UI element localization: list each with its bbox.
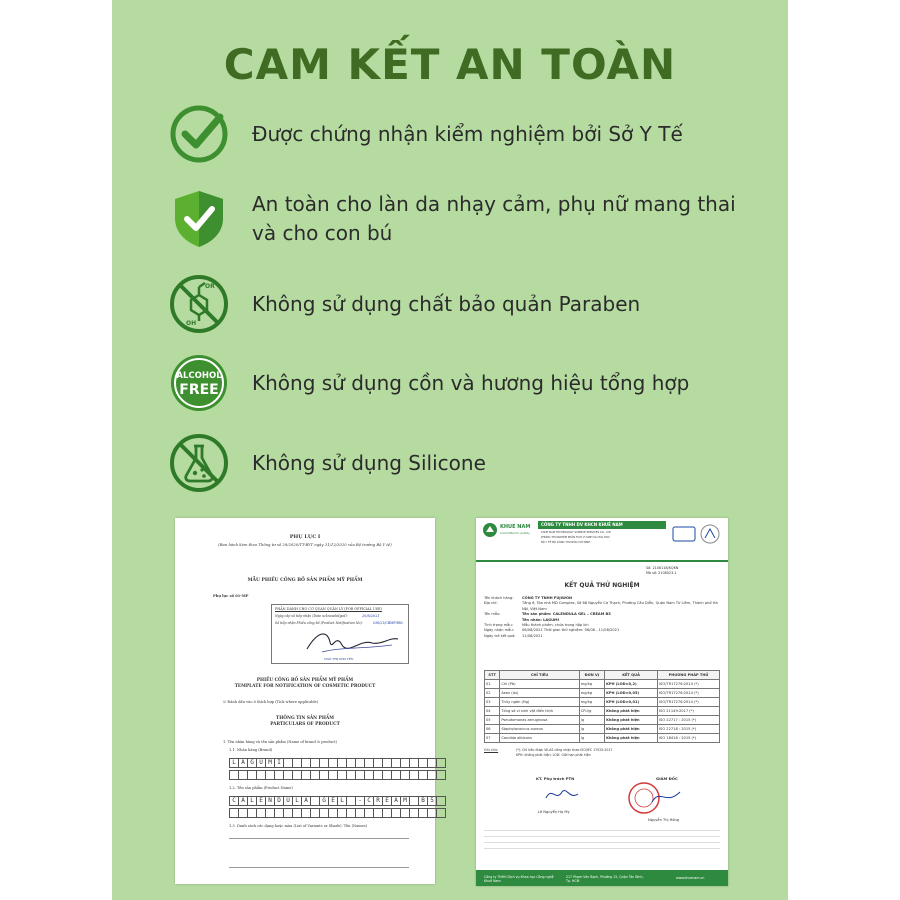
product-letter: E xyxy=(382,796,392,806)
brand-grid xyxy=(229,758,445,768)
item-1-1: 1.1. Nhãn hàng (Brand) xyxy=(229,748,273,752)
product-letter: M xyxy=(400,796,410,806)
info-value: Tên sản phẩm: CALENDULA GEL – CREAM B5 xyxy=(522,612,611,617)
feature-no-silicone xyxy=(168,432,768,494)
icon-label-free: FREE xyxy=(179,382,219,398)
info-label: Ngày trả kết quả: xyxy=(484,633,516,638)
table-cell: Candida albicans xyxy=(500,734,579,743)
check-circle-icon xyxy=(168,103,230,165)
table-row xyxy=(485,734,720,743)
table-cell: /g xyxy=(579,725,604,734)
client-info xyxy=(484,596,720,639)
checkbox-label-text: Đánh dấu vào ô thích hợp (Tick where applicable) xyxy=(227,700,319,704)
product-letter: 5 xyxy=(427,796,437,806)
official-use-box xyxy=(271,604,409,664)
fine-print xyxy=(484,824,720,860)
table-cell: 02 xyxy=(485,689,500,698)
feature-text: Không sử dụng Silicone xyxy=(252,450,486,475)
product-letter: A xyxy=(238,796,248,806)
page-title: CAM KẾT AN TOÀN xyxy=(223,40,677,89)
feature-text: Được chứng nhận kiểm nghiệm bởi Sở Y Tế xyxy=(252,121,683,146)
table-cell: Không phát hiện xyxy=(605,716,658,725)
info-label: Ngày nhận mẫu: xyxy=(484,628,514,633)
company-name-en: KHUE NAM TECHNOLOGY SCIENCE SERVICES CO., LTD xyxy=(541,531,611,534)
product-letter: G xyxy=(319,796,329,806)
feature-text: Không sử dụng chất bảo quản Paraben xyxy=(252,291,641,316)
info-label: Tên khách hàng: xyxy=(484,596,514,600)
doc-form-code: Phụ lục số 01-MP xyxy=(213,594,249,598)
sample-number: Mã số: 2108023-1 xyxy=(646,571,677,575)
sig-left-title: KT. Phụ trách PTN xyxy=(536,776,575,781)
test-result-document xyxy=(476,518,728,886)
table-row xyxy=(485,725,720,734)
item-1-3: 1.3. Danh sách các dạng hoặc màu (List of Variants or Shade). Tên (Names) xyxy=(229,824,368,828)
info-value: Mẫu thành phẩm, chứa trong hộp kín xyxy=(522,623,589,628)
table-cell: 03 xyxy=(485,698,500,707)
table-row xyxy=(485,707,720,716)
notes-label: Ghi chú: xyxy=(484,748,499,752)
info-label: Tình trạng mẫu: xyxy=(484,623,513,628)
table-header-cell: PHƯƠNG PHÁP THỬ xyxy=(658,671,720,680)
stamp-date-label: Ngày cấp số tiếp nhận (Date acknowledged): xyxy=(275,614,348,618)
info-value: 11/08/2021 xyxy=(522,633,543,638)
product-letter: N xyxy=(265,796,275,806)
sig-left-name: Lê Nguyễn Hạ My xyxy=(538,810,570,814)
product-letter: E xyxy=(328,796,338,806)
table-cell: ISO/TR17276:2014 (*) xyxy=(658,689,720,698)
brand-letter: G xyxy=(247,758,257,768)
table-cell: Asen (As) xyxy=(500,689,579,698)
table-cell: Staphylococcus aureus xyxy=(500,725,579,734)
table-cell: Thủy ngân (Hg) xyxy=(500,698,579,707)
table-cell: ISO 18416 : 2015 (*) xyxy=(658,734,720,743)
table-cell: ISO 22718 : 2015 (*) xyxy=(658,725,720,734)
table-cell: 07 xyxy=(485,734,500,743)
product-letter: B xyxy=(418,796,428,806)
table-header-cell: CHỈ TIÊU xyxy=(500,671,579,680)
table-cell: KPH (LOD=0,2) xyxy=(605,680,658,689)
brand-grid-row-2 xyxy=(229,770,445,780)
feature-certified xyxy=(168,103,768,165)
info-row xyxy=(484,601,720,612)
logo-name: KHUE NAM xyxy=(500,524,531,530)
info-label: Tên mẫu: xyxy=(484,612,501,617)
doc-header xyxy=(476,518,728,562)
stamp-number-value: 038/21/CBMP-BNi xyxy=(373,621,403,625)
feature-safe-skin xyxy=(168,188,768,250)
table-cell: Tổng số vi sinh vật điển hình xyxy=(500,707,579,716)
table-cell: Chì (Pb) xyxy=(500,680,579,689)
feature-text xyxy=(252,190,736,248)
table-cell: /g xyxy=(579,734,604,743)
product-letter: L xyxy=(337,796,347,806)
info-title: THÔNG TIN SẢN PHẨM xyxy=(276,716,334,721)
logo-tagline: Committed to quality xyxy=(500,531,530,535)
section-title: PHIẾU CÔNG BỐ SẢN PHẨM MỸ PHẨM xyxy=(256,678,354,683)
accreditation-logos-icon xyxy=(672,523,724,545)
cosmetic-notification-document xyxy=(175,518,435,884)
brand-letter: M xyxy=(265,758,275,768)
table-row xyxy=(485,689,720,698)
info-value: Tên nhãn: LAGUMI xyxy=(522,617,559,622)
product-letter: C xyxy=(364,796,374,806)
table-header-cell: STT xyxy=(485,671,500,680)
note-1: (*): Chỉ tiêu được VILAS công nhận theo ISO/IEC 17025:2017 xyxy=(516,748,613,752)
shield-check-icon xyxy=(168,188,230,250)
table-row xyxy=(485,698,720,707)
result-title: KẾT QUẢ THỬ NGHIỆM xyxy=(564,582,640,589)
table-cell: Không phát hiện xyxy=(605,725,658,734)
table-cell: Không phát hiện xyxy=(605,734,658,743)
product-grid xyxy=(229,796,445,806)
table-cell: mg/kg xyxy=(579,680,604,689)
alcohol-free-icon xyxy=(168,352,230,414)
sig-right-name: Nguyễn Thị Hồng xyxy=(648,818,680,822)
product-grid-row-2 xyxy=(229,808,445,818)
product-letter: A xyxy=(301,796,311,806)
sig-right-title: GIÁM ĐỐC xyxy=(656,776,678,781)
info-value: CÔNG TY TNHH FUJIWON xyxy=(522,596,573,600)
table-header-cell: KẾT QUẢ xyxy=(605,671,658,680)
company-name: CÔNG TY TNHH DV KHCN KHUÊ NAM xyxy=(538,521,666,529)
stamp-signer: NGÔ THỊ KIM YẾN xyxy=(324,657,354,661)
note-2: KPH: không phát hiện; LOD: Giới hạn phát hiện xyxy=(516,753,591,757)
table-cell: ISO/TR17276:2014 (*) xyxy=(658,698,720,707)
product-letter: U xyxy=(283,796,293,806)
feature-text-line-2: và cho con bú xyxy=(252,221,393,245)
feature-alcohol-free xyxy=(168,352,768,414)
results-table xyxy=(484,670,720,743)
table-cell: mg/kg xyxy=(579,689,604,698)
product-letter: E xyxy=(256,796,266,806)
no-silicone-icon xyxy=(168,432,230,494)
checkbox-label: ☑ Đánh dấu vào ô thích hợp (Tick where applicable) xyxy=(223,700,319,704)
signature-graphic xyxy=(302,627,402,657)
table-cell: Pseudomonas aeruginosa xyxy=(500,716,579,725)
info-label: Địa chỉ: xyxy=(484,601,498,606)
table-cell: ISO 21149:2017 (*) xyxy=(658,707,720,716)
khue-nam-logo-icon xyxy=(482,522,498,538)
red-seal-icon xyxy=(622,780,682,816)
table-cell: 01 xyxy=(485,680,500,689)
brand-letter: U xyxy=(256,758,266,768)
table-header-cell: ĐƠN VỊ xyxy=(579,671,604,680)
footer-company: Công ty TNHH Dịch vụ Khoa học Công nghệ Khuê Nam xyxy=(484,875,554,883)
table-cell: CFU/g xyxy=(579,707,604,716)
table-row xyxy=(485,680,720,689)
footer-address: 217 Phạm Văn Bạch, Phường 15, Quận Tân Bình, Tp. HCM xyxy=(566,875,644,883)
footer-web: www.khuenam.vn xyxy=(676,876,705,880)
product-letter: C xyxy=(229,796,239,806)
brand-letter: A xyxy=(238,758,248,768)
doc-form-title: MẪU PHIẾU CÔNG BỐ SẢN PHẨM MỸ PHẨM xyxy=(247,578,363,583)
table-cell: KPH (LOD=0,01) xyxy=(605,698,658,707)
item-1-2: 1.2. Tên sản phẩm (Product Name) xyxy=(229,786,293,790)
info-row xyxy=(484,634,720,639)
table-cell: KPH (LOD=0,05) xyxy=(605,689,658,698)
table-cell: Không phát hiện xyxy=(605,707,658,716)
no-paraben-icon xyxy=(168,273,230,335)
lab-name: PHÒNG THÍ NGHIỆM PHÂN TÍCH VI SINH VÀ HÓA HỌC xyxy=(541,536,610,539)
table-cell: mg/kg xyxy=(579,698,604,707)
brand-letter: L xyxy=(229,758,239,768)
section-title-en: TEMPLATE FOR NOTIFICATION OF COSMETIC PRODUCT xyxy=(234,684,376,689)
product-letter: L xyxy=(292,796,302,806)
stamp-date-value: 20/8/2021 xyxy=(362,614,380,618)
signature-left-graphic xyxy=(542,784,582,804)
table-cell: 06 xyxy=(485,725,500,734)
product-letter: - xyxy=(355,796,365,806)
variants-area xyxy=(229,838,409,868)
icon-label-alcohol: ALCOHOL xyxy=(176,371,222,381)
stamp-title: PHẦN DÀNH CHO CƠ QUAN QUẢN LÝ (FOR OFFICIAL USE) xyxy=(275,607,382,611)
doc-heading: PHỤ LỤC I xyxy=(289,534,321,540)
product-letter: A xyxy=(391,796,401,806)
table-cell: /g xyxy=(579,716,604,725)
icon-label-or: OR xyxy=(205,283,215,290)
ref-number: Số: 2108118/KQKN xyxy=(646,566,679,570)
table-cell: 04 xyxy=(485,707,500,716)
brand-letter: I xyxy=(274,758,284,768)
doc-subheading: (Ban hành kèm theo Thông tư số 29/2020/TT-BYT ngày 31/12/2020 của Bộ trưởng Bộ Y tế) xyxy=(218,542,392,547)
info-value: 06/08/2021 Thời gian thử nghiệm: 06/08 - 11/08/2021 xyxy=(522,628,620,633)
product-letter: D xyxy=(274,796,284,806)
doc-footer xyxy=(476,870,728,886)
table-cell: ISO/TR17276:2014 (*) xyxy=(658,680,720,689)
item-1: 1. Tên nhãn hàng và tên sản phẩm (Name of brand & product) xyxy=(223,740,337,744)
feature-text: Không sử dụng cồn và hương hiệu tổng hợp xyxy=(252,370,690,395)
feature-text-line-1: An toàn cho làn da nhạy cảm, phụ nữ mang thai xyxy=(252,192,736,216)
product-letter: L xyxy=(247,796,257,806)
table-row xyxy=(485,716,720,725)
icon-label-oh: OH xyxy=(186,320,197,327)
table-header-row xyxy=(485,671,720,680)
info-title-en: PARTICULARS OF PRODUCT xyxy=(270,722,340,727)
stamp-number-label: Số tiếp nhận Phiếu công bố (Product Notification No): xyxy=(275,621,363,625)
product-letter: R xyxy=(373,796,383,806)
accreditation: BỘ Y TẾ BỘ CÔNG THƯƠNG CHỈ ĐỊNH xyxy=(541,541,591,544)
feature-no-paraben xyxy=(168,273,768,335)
info-value: Tầng 6, Tòa nhà MD Complex, Số 68 Nguyễn Cơ Thạch, Phường Cầu Diễn, Quận Nam Từ Liêm, Thành phố Hà Nội, Việt Nam xyxy=(522,601,718,611)
table-cell: 05 xyxy=(485,716,500,725)
table-cell: ISO 22717 : 2015 (*) xyxy=(658,716,720,725)
